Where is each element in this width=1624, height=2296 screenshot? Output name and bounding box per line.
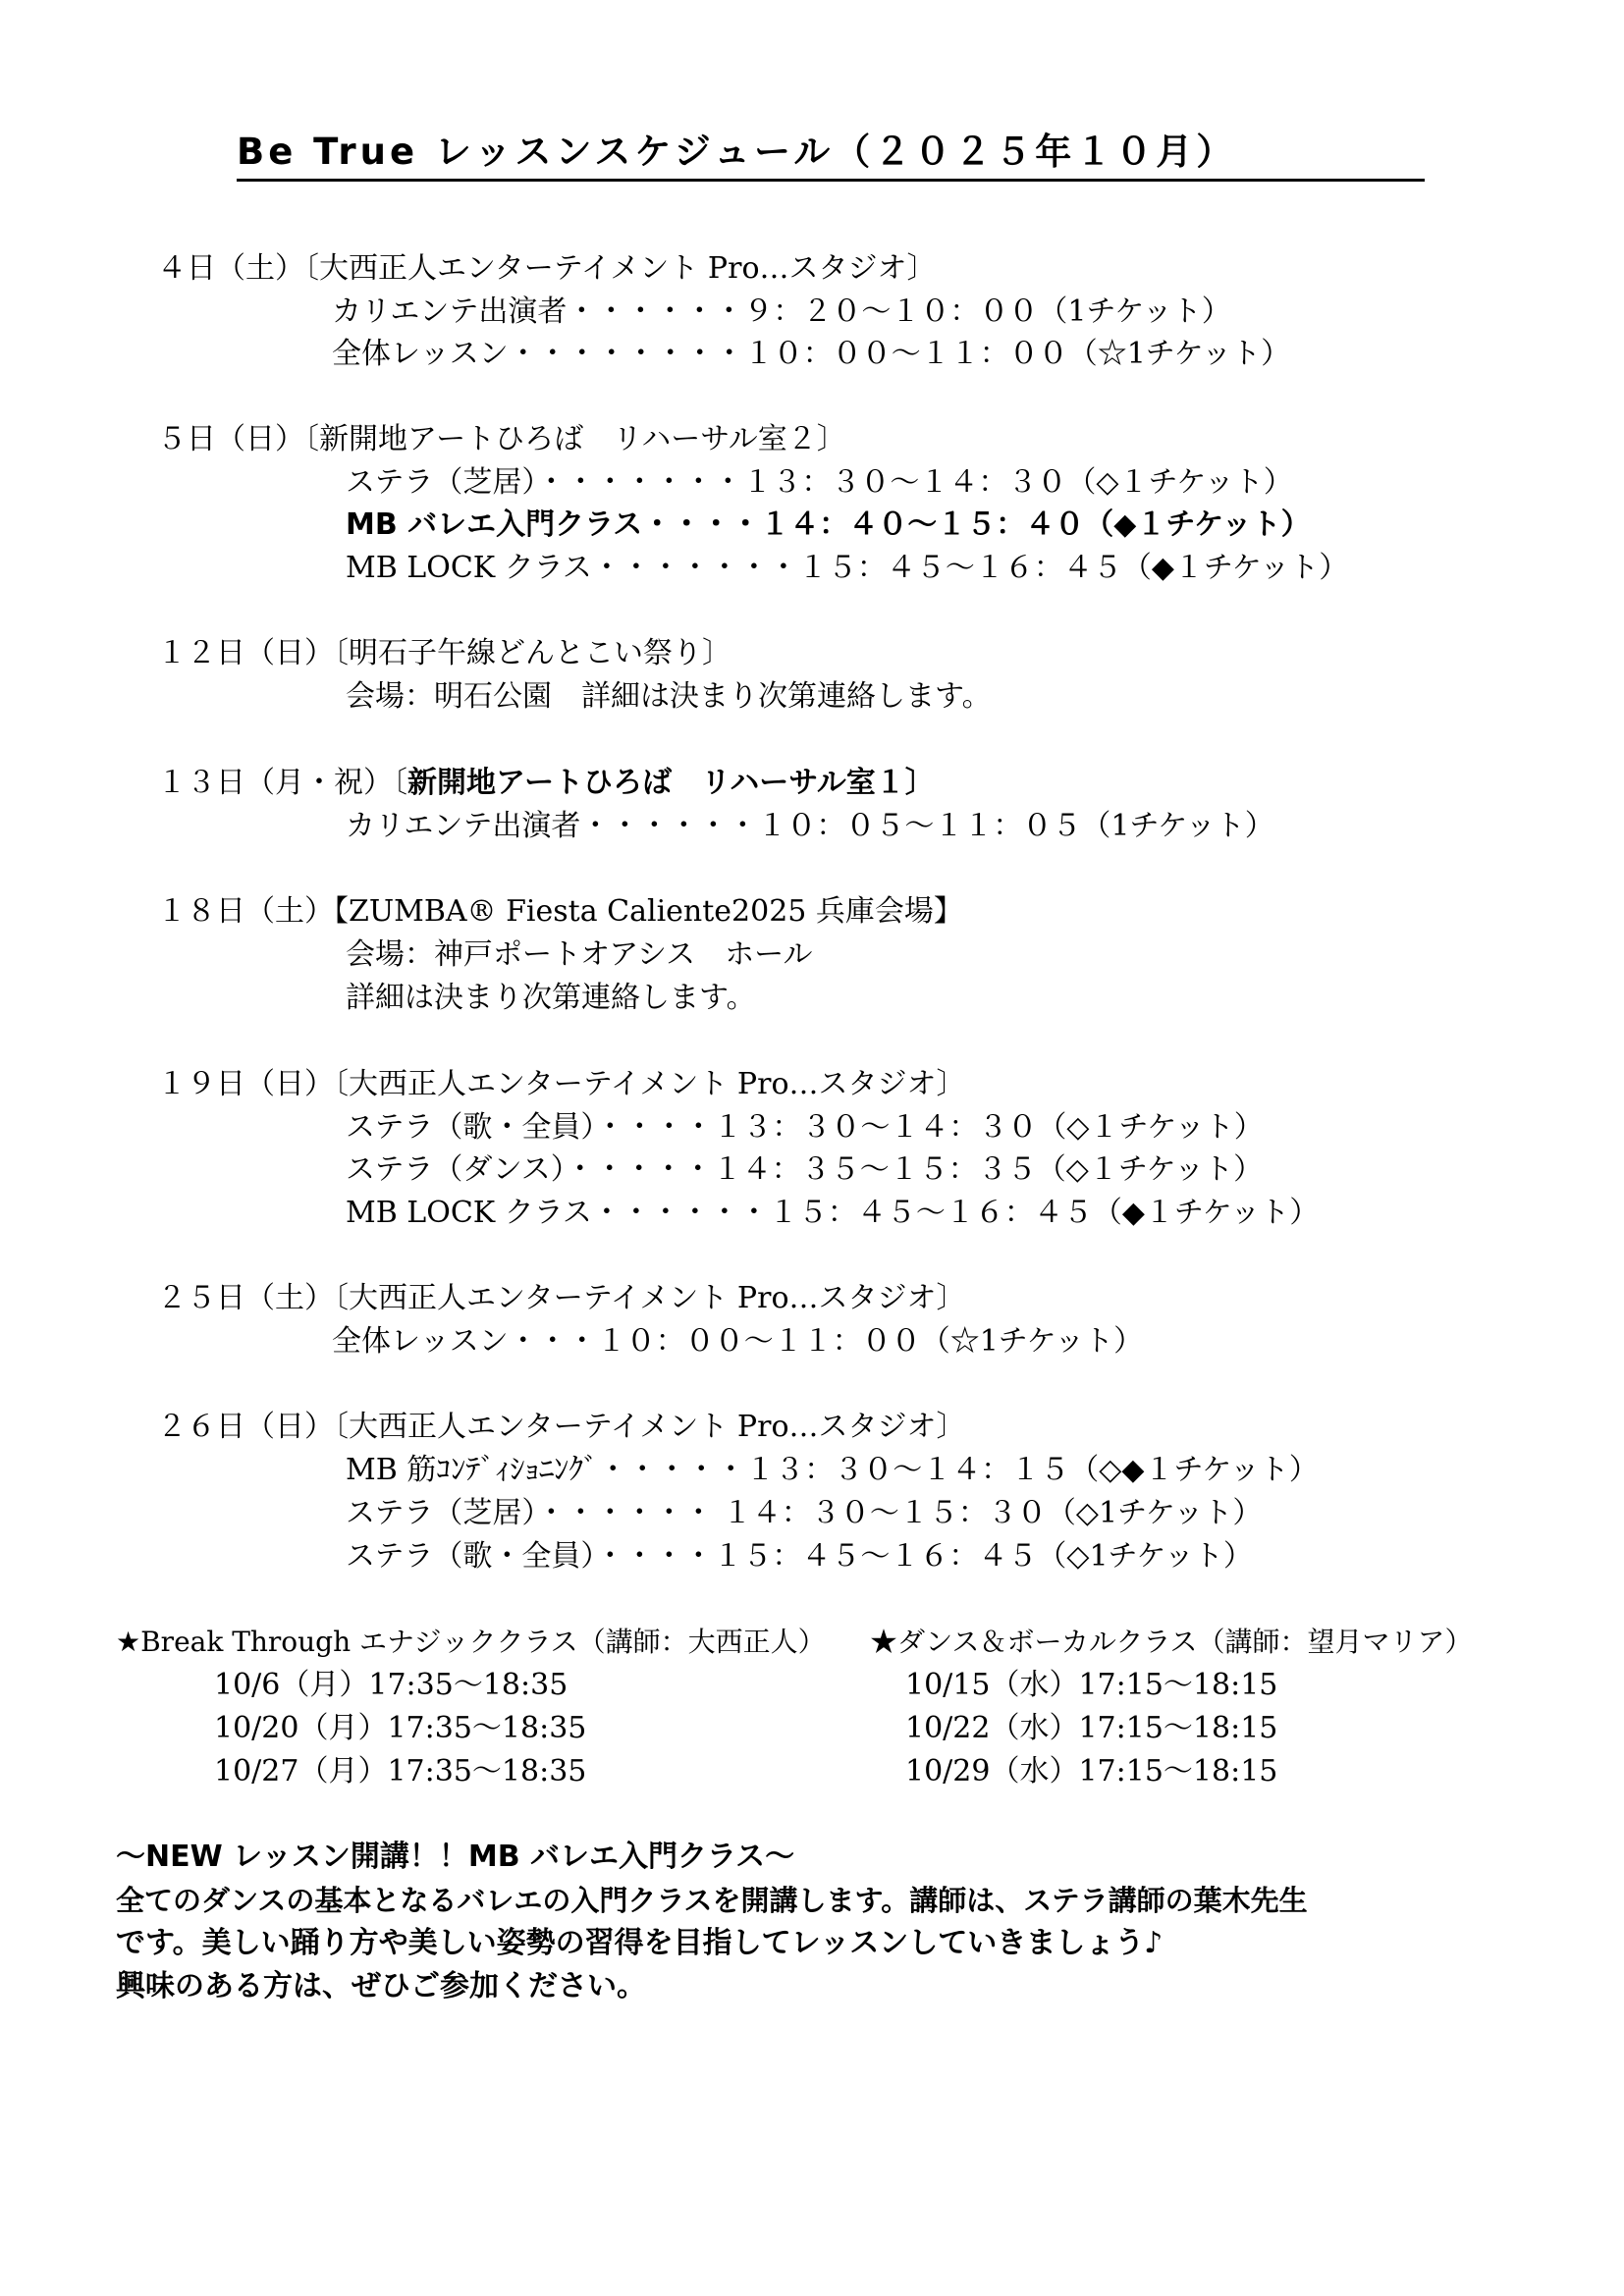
dance-vocal-class-header: ★ダンス＆ボーカルクラス（講師：望月マリア） [870,1626,1473,1658]
notice-text: 興味のある方は、ぜひご参加ください。 [116,1969,646,2003]
day-13-header [157,764,935,803]
break-through-date: 10/27（月）17:35～18:35 [214,1754,587,1789]
dance-vocal-date: 10/29（水）17:15～18:15 [905,1754,1278,1789]
day-12-item: 会場：明石公園 詳細は決まり次第連絡します。 [346,679,992,714]
page-title: Be True レッスンスケジュール（２０２５年１０月） [237,131,1237,173]
day-13-header-venue: 新開地アートひろば リハーサル室１〕 [407,766,935,800]
day-25-header: ２５日（土）〔大西正人エンターテイメント Pro…スタジオ〕 [157,1281,966,1315]
day-26-item: ステラ（歌・全員）・・・・１５：４５～１６：４５（◇1チケット） [346,1539,1253,1574]
day-4-item: 全体レッスン・・・・・・・・１０：００～１１：００（☆1チケット） [332,337,1291,371]
notice-text: 全てのダンスの基本となるバレエの入門クラスを開講します。講師は、ステラ講師の葉木先生 [116,1884,1308,1917]
day-19-item: ステラ（歌・全員）・・・・１３：３０～１４：３０（◇１チケット） [346,1110,1264,1145]
day-19-item: ステラ（ダンス）・・・・・１４：３５～１５：３５（◇１チケット） [346,1152,1264,1187]
day-26-item: MB 筋ｺﾝﾃﾞｨｼｮﾆﾝｸﾞ・・・・・１３：３０～１４：１５（◇◆１チケット） [346,1453,1319,1487]
notice-text: です。美しい踊り方や美しい姿勢の習得を目指してレッスンしていきましょう♪ [116,1926,1164,1960]
day-4-item: カリエンテ出演者・・・・・・９：２０～１０：００（1チケット） [332,294,1231,329]
dance-vocal-date: 10/22（水）17:15～18:15 [905,1711,1278,1745]
day-5-header: ５日（日）〔新開地アートひろば リハーサル室２〕 [157,422,846,456]
title-underline [237,179,1425,182]
day-5-item: MB LOCK クラス・・・・・・・１５：４５～１６：４５（◆１チケット） [346,551,1349,585]
break-through-date: 10/6（月）17:35～18:35 [214,1668,568,1702]
notice-heading: ～NEW レッスン開講！！MB バレエ入門クラス～ [116,1840,795,1874]
day-4-header: ４日（土）〔大西正人エンターテイメント Pro…スタジオ〕 [157,251,937,286]
day-26-item: ステラ（芝居）・・・・・・ １４：３０～１５：３０（◇1チケット） [346,1496,1263,1530]
day-13-header-date: １３日（月・祝）〔 [157,766,407,800]
day-25-item: 全体レッスン・・・１０：００～１１：００（☆1チケット） [332,1324,1144,1359]
day-5-item-bold: MB バレエ入門クラス・・・・１４：４０～１５：４０（◆１チケット） [346,507,1311,542]
dance-vocal-date: 10/15（水）17:15～18:15 [905,1668,1278,1702]
day-18-item: 会場：神戸ポートオアシス ホール [346,937,813,972]
break-through-class-header: ★Break Through エナジッククラス（講師：大西正人） [116,1626,826,1658]
day-18-header: １８日（土）【ZUMBA® Fiesta Caliente2025 兵庫会場】 [157,894,963,929]
day-5-item: ステラ（芝居）・・・・・・・１３：３０～１４：３０（◇１チケット） [346,465,1293,500]
day-18-item: 詳細は決まり次第連絡します。 [346,981,756,1015]
day-13-item: カリエンテ出演者・・・・・・１０：０５～１１：０５（1チケット） [346,809,1274,843]
day-19-item: MB LOCK クラス・・・・・・１５：４５～１６：４５（◆１チケット） [346,1196,1320,1230]
day-19-header: １９日（日）〔大西正人エンターテイメント Pro…スタジオ〕 [157,1067,966,1101]
day-26-header: ２６日（日）〔大西正人エンターテイメント Pro…スタジオ〕 [157,1410,966,1444]
break-through-date: 10/20（月）17:35～18:35 [214,1711,587,1745]
day-12-header: １２日（日）〔明石子午線どんとこい祭り〕 [157,636,731,670]
